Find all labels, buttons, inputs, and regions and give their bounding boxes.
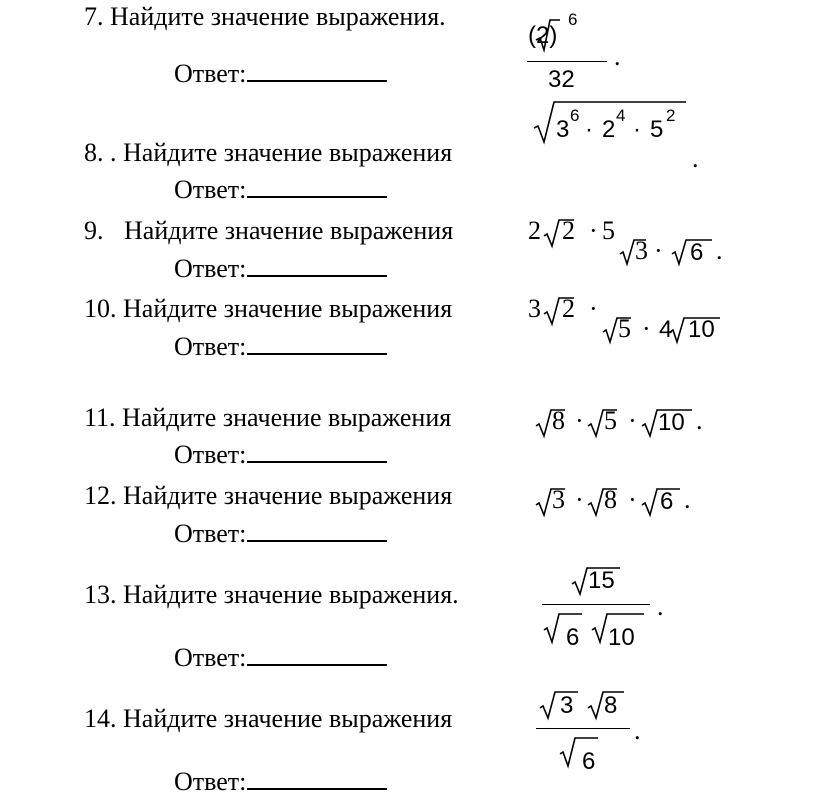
answer-blank[interactable]: [247, 331, 387, 355]
radicand-2: 5: [618, 314, 631, 343]
numerator: (2): [528, 22, 558, 49]
dot: ·: [628, 406, 637, 435]
problem-number: 7.: [84, 2, 104, 31]
radicand-3: 6: [660, 488, 674, 515]
answer-blank[interactable]: [247, 642, 387, 666]
radical-sign: [538, 690, 580, 720]
coef-1: 2: [528, 216, 541, 245]
answer-label: Ответ:: [174, 643, 247, 672]
denominator-radicand-1: 6: [566, 624, 580, 646]
problem-number: 11.: [84, 403, 116, 432]
radical-sign: [534, 18, 564, 52]
expression-tail: .: [716, 236, 723, 265]
exp-c: 2: [666, 106, 676, 125]
problem-number: 10.: [84, 294, 117, 323]
problem-text: Найдите значение выражения: [124, 216, 454, 245]
problem-7: [84, 2, 446, 32]
coef-1: 3: [528, 294, 541, 323]
answer-line-14: [174, 766, 387, 797]
problem-number: 8.: [84, 138, 104, 167]
radicand-2: 8: [604, 485, 617, 514]
answer-line-10: [174, 331, 387, 362]
base-c: 5: [650, 116, 664, 143]
dot: ·: [575, 485, 584, 514]
problem-9: [84, 216, 453, 246]
expression-tail: .: [634, 716, 641, 745]
answer-line-8: [174, 174, 387, 205]
answer-blank[interactable]: [247, 439, 387, 463]
answer-line-9: [174, 253, 387, 284]
radicand-2: 3: [635, 236, 648, 265]
numerator-radicand-2: 8: [604, 692, 618, 719]
problem-14: [84, 704, 452, 734]
problem-text: . Найдите значение выражения: [110, 138, 453, 167]
numerator-exponent: 6: [568, 10, 578, 29]
radicand-2: 5: [604, 406, 617, 435]
denominator: 32: [548, 66, 575, 93]
exp-a: 6: [570, 106, 580, 125]
radicand-3: 6: [690, 239, 704, 266]
problem-13: [84, 580, 459, 610]
fraction-bar: [536, 728, 630, 729]
answer-blank[interactable]: [247, 518, 387, 542]
numerator-radicand: 15: [588, 567, 615, 594]
answer-label: Ответ:: [174, 332, 247, 361]
coef-2: 5: [602, 216, 615, 245]
answer-blank[interactable]: [247, 174, 387, 198]
problem-text: Найдите значение выражения.: [123, 580, 459, 609]
answer-line-11: [174, 439, 387, 470]
answer-label: Ответ:: [174, 440, 247, 469]
dot: ·: [585, 116, 593, 143]
answer-blank[interactable]: [247, 58, 387, 82]
answer-line-7: [174, 58, 387, 89]
answer-label: Ответ:: [174, 519, 247, 548]
radicand-1: 2: [562, 216, 575, 245]
coef-3: 4: [659, 316, 673, 343]
expression-tail: .: [692, 144, 699, 173]
expression-tail: .: [696, 406, 703, 435]
dot: ·: [575, 406, 584, 435]
radicand-1: 2: [562, 294, 575, 323]
radicand-1: 8: [552, 406, 565, 435]
answer-line-13: [174, 642, 387, 673]
problem-text: Найдите значение выражения: [123, 704, 453, 733]
answer-label: Ответ:: [174, 59, 247, 88]
denominator-clip: [536, 606, 656, 646]
problem-10: [84, 294, 452, 324]
fraction-bar: [527, 61, 607, 62]
answer-label: Ответ:: [174, 175, 247, 204]
exp-b: 4: [616, 106, 626, 125]
radicand-1: 3: [552, 485, 565, 514]
problem-number: 14.: [84, 704, 117, 733]
expression-tail: .: [614, 42, 621, 71]
problem-11: [84, 403, 451, 433]
radicand-3: 10: [658, 409, 685, 436]
dot: ·: [589, 294, 598, 323]
answer-line-12: [174, 518, 387, 549]
problem-text: Найдите значение выражения: [123, 481, 453, 510]
base-a: 3: [556, 116, 570, 143]
denominator-clip: [552, 730, 612, 770]
dot: ·: [628, 485, 637, 514]
problem-8: [84, 138, 452, 168]
answer-label: Ответ:: [174, 767, 247, 796]
problem-text: Найдите значение выражения.: [110, 2, 446, 31]
fraction-bar: [542, 604, 650, 605]
denominator-radicand: 6: [582, 748, 596, 770]
problem-text: Найдите значение выражения: [122, 403, 452, 432]
problem-number: 9.: [84, 216, 104, 245]
base-b: 2: [602, 116, 616, 143]
problem-12: [84, 481, 452, 511]
expression-tail: .: [684, 485, 691, 514]
denominator-radicand-2: 10: [608, 624, 635, 646]
dot: ·: [654, 236, 663, 265]
problem-number: 13.: [84, 580, 117, 609]
radicand-3: 10: [688, 316, 715, 343]
problem-text: Найдите значение выражения: [123, 294, 453, 323]
answer-blank[interactable]: [247, 253, 387, 277]
dot: ·: [589, 216, 598, 245]
dot: ·: [642, 314, 651, 343]
expression-tail: .: [657, 592, 664, 621]
numerator-radicand-1: 3: [560, 692, 574, 719]
problem-number: 12.: [84, 481, 117, 510]
answer-blank[interactable]: [247, 766, 387, 790]
dot: ·: [633, 116, 641, 143]
answer-label: Ответ:: [174, 254, 247, 283]
